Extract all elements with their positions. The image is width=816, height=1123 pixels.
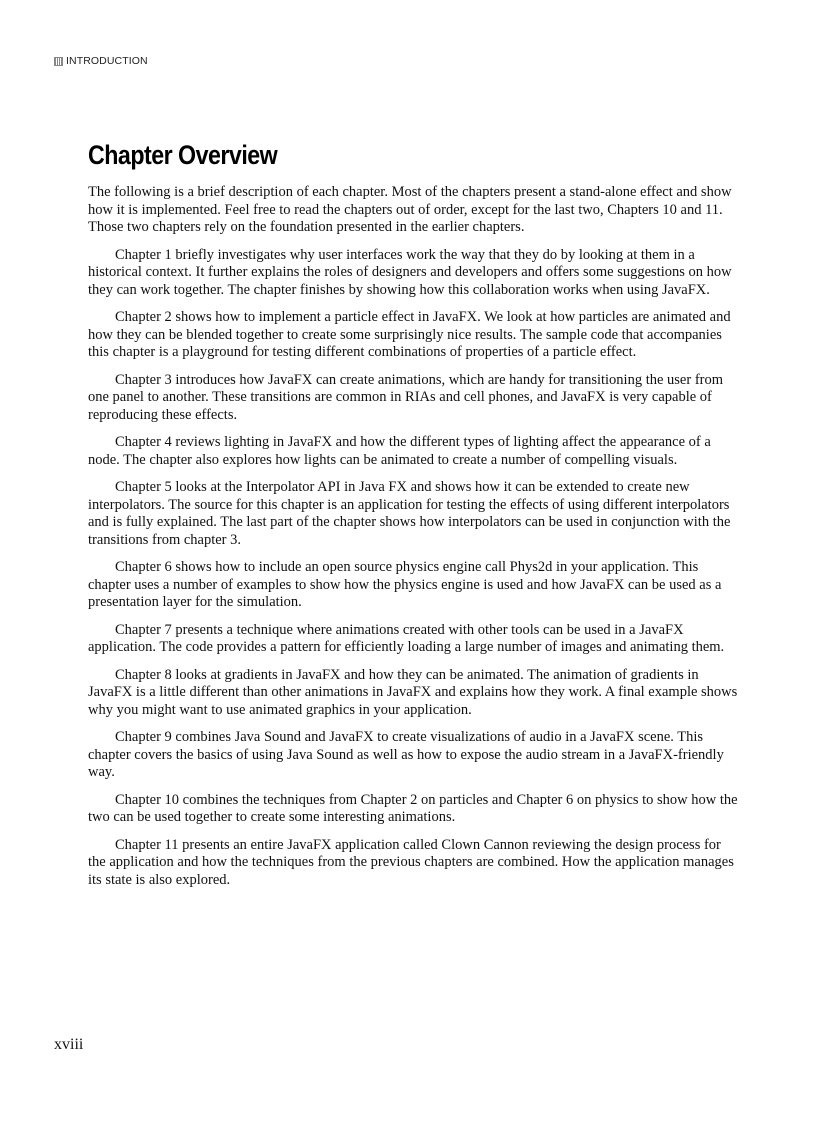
chapter-6-description: Chapter 6 shows how to include an open source physics engine call Phys2d in your application. This chapter uses a number of examples to show how the physics engine is used and how JavaFX can be used as a presentation layer for the simulation. bbox=[88, 559, 722, 610]
page-content bbox=[88, 138, 738, 899]
chapter-8-description: Chapter 8 looks at gradients in JavaFX and how they can be animated. The animation of gradients in JavaFX is a little different than other animations in JavaFX and explains how they work. A final example shows why you might want to use animated graphics in your application. bbox=[88, 666, 738, 718]
chapter-9-description: Chapter 9 combines Java Sound and JavaFX to create visualizations of audio in a JavaFX scene. This chapter covers the basics of using Java Sound as well as how to expose the audio stream in a JavaFX-friendly way. bbox=[88, 729, 724, 780]
chapter-5-description: Chapter 5 looks at the Interpolator API in Java FX and shows how it can be extended to create new interpolators. The source for this chapter is an application for testing the effects of using different interpolators and is fully explained. The last part of the chapter shows how interpolators can be used in conjunction with the transitions from chapter 3. bbox=[88, 479, 731, 548]
chapter-11-description: Chapter 11 presents an entire JavaFX application called Clown Cannon reviewing the design process for the application and how the techniques from the previous chapters are combined. How the application manages its state is also explored. bbox=[88, 836, 734, 888]
chapter-7-description: Chapter 7 presents a technique where animations created with other tools can be used in a JavaFX application. The code provides a pattern for efficiently loading a large number of images and animating them. bbox=[88, 621, 725, 655]
chapter-2-description: Chapter 2 shows how to implement a particle effect in JavaFX. We look at how particles are animated and how they can be blended together to create some surprisingly nice results. The sample code that accompanies this chapter is a playground for testing different combinations of properties of a particle effect. bbox=[88, 309, 731, 360]
page-title: Chapter Overview bbox=[88, 140, 278, 170]
running-header bbox=[54, 55, 148, 67]
chapter-10-description: Chapter 10 combines the techniques from Chapter 2 on particles and Chapter 6 on physics to show how the two can be used together to create some interesting animations. bbox=[88, 791, 738, 825]
chapter-1-description: Chapter 1 briefly investigates why user interfaces work the way that they do by looking at them in a historical context. It further explains the roles of designers and developers and offers some suggestions on how they can work together. The chapter finishes by showing how this collaboration works when using JavaFX. bbox=[88, 246, 732, 298]
intro-paragraph: The following is a brief description of each chapter. Most of the chapters present a stand-alone effect and show how it is implemented. Feel free to read the chapters out of order, except for the last two, Chapters 10 and 11. Those two chapters rely on the foundation presented in the earlier chapters. bbox=[88, 184, 732, 235]
chapter-3-description: Chapter 3 introduces how JavaFX can create animations, which are handy for transitioning the user from one panel to another. These transitions are common in RIAs and cell phones, and JavaFX is very capable of reproducing these effects. bbox=[88, 371, 724, 423]
running-header-label: INTRODUCTION bbox=[66, 55, 148, 67]
page-number: xviii bbox=[54, 1036, 84, 1053]
header-marker-icon bbox=[54, 57, 63, 66]
chapter-4-description: Chapter 4 reviews lighting in JavaFX and how the different types of lighting affect the appearance of a node. The chapter also explores how lights can be animated to create a number of compelling visuals. bbox=[88, 434, 711, 468]
